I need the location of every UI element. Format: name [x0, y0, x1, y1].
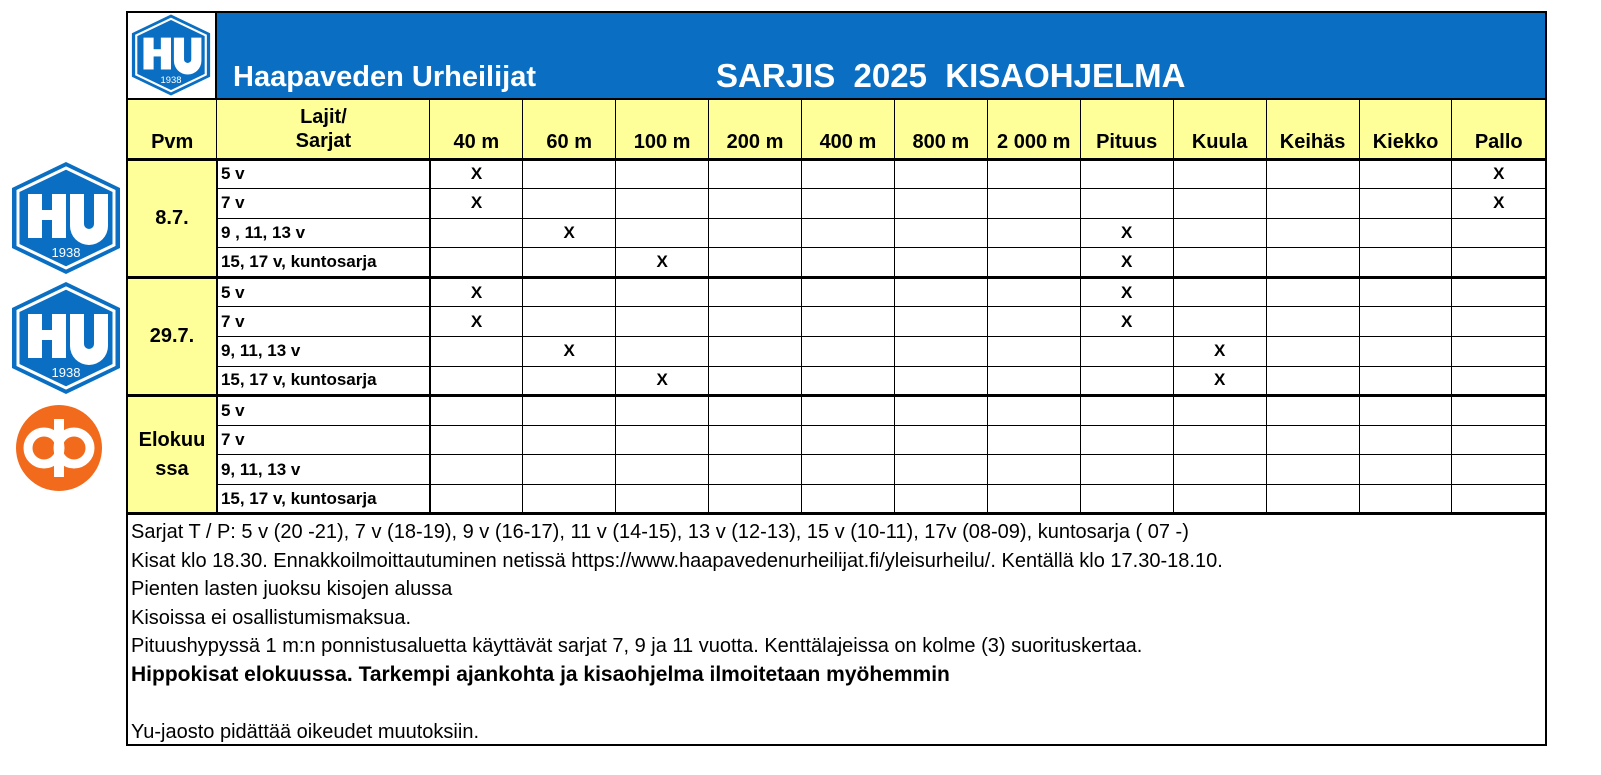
header-event: 40 m — [430, 100, 523, 159]
empty-cell — [894, 277, 987, 307]
series-label: 7 v — [217, 189, 430, 219]
program-title: SARJIS 2025 KISAOHJELMA — [716, 57, 1186, 94]
program-sheet — [126, 11, 1547, 746]
empty-cell — [801, 307, 894, 337]
empty-cell — [709, 277, 802, 307]
table-header-row — [128, 100, 1545, 159]
empty-cell — [894, 307, 987, 337]
empty-cell — [1452, 366, 1545, 396]
org-name: Haapaveden Urheilijat — [233, 61, 536, 93]
series-label: 5 v — [217, 277, 430, 307]
empty-cell — [709, 366, 802, 396]
empty-cell — [801, 218, 894, 248]
notes — [128, 512, 1545, 746]
empty-cell — [894, 455, 987, 485]
header-event: 2 000 m — [987, 100, 1080, 159]
empty-cell — [1080, 485, 1173, 515]
schedule-body — [128, 159, 1545, 514]
empty-cell — [1359, 425, 1452, 455]
empty-cell — [801, 485, 894, 515]
table-row — [128, 366, 1545, 396]
empty-cell — [1452, 248, 1545, 278]
empty-cell — [709, 307, 802, 337]
empty-cell — [523, 159, 616, 189]
side-logo-hu-1 — [8, 160, 124, 276]
empty-cell — [1359, 366, 1452, 396]
empty-cell — [616, 455, 709, 485]
empty-cell — [1266, 396, 1359, 426]
note-spacer — [131, 690, 1545, 718]
empty-cell — [987, 248, 1080, 278]
empty-cell — [616, 277, 709, 307]
empty-cell — [894, 485, 987, 515]
empty-cell — [801, 396, 894, 426]
table-row — [128, 307, 1545, 337]
header-logo-cell — [128, 13, 217, 98]
empty-cell — [1173, 307, 1266, 337]
empty-cell — [709, 485, 802, 515]
empty-cell — [523, 307, 616, 337]
empty-cell — [1266, 366, 1359, 396]
empty-cell — [801, 366, 894, 396]
empty-cell — [894, 189, 987, 219]
empty-cell — [523, 366, 616, 396]
date-cell — [128, 159, 217, 277]
header-event: 60 m — [523, 100, 616, 159]
note-disclaimer: Yu-jaosto pidättää oikeudet muutoksiin. — [131, 720, 479, 743]
event-mark-cell: X — [1080, 277, 1173, 307]
empty-cell — [1173, 189, 1266, 219]
table-row — [128, 337, 1545, 367]
empty-cell — [987, 307, 1080, 337]
table-row — [128, 248, 1545, 278]
empty-cell — [1452, 485, 1545, 515]
empty-cell — [1359, 189, 1452, 219]
empty-cell — [894, 366, 987, 396]
empty-cell — [1080, 337, 1173, 367]
empty-cell — [1266, 277, 1359, 307]
empty-cell — [1080, 396, 1173, 426]
empty-cell — [801, 189, 894, 219]
empty-cell — [1359, 396, 1452, 426]
series-label: 15, 17 v, kuntosarja — [217, 366, 430, 396]
empty-cell — [616, 189, 709, 219]
series-label: 15, 17 v, kuntosarja — [217, 485, 430, 515]
empty-cell — [430, 485, 523, 515]
series-label: 9, 11, 13 v — [217, 455, 430, 485]
empty-cell — [801, 455, 894, 485]
note-time-info: Kisat klo 18.30. Ennakkoilmoittautuminen netissä https://www.haapavedenurheilijat.fi/yleisurheilu/. Kentällä klo 17.30-18.10. — [131, 549, 1223, 572]
empty-cell — [1452, 337, 1545, 367]
empty-cell — [894, 248, 987, 278]
table-row — [128, 218, 1545, 248]
header-event: 400 m — [801, 100, 894, 159]
empty-cell — [1173, 277, 1266, 307]
empty-cell — [1173, 485, 1266, 515]
empty-cell — [616, 396, 709, 426]
empty-cell — [987, 396, 1080, 426]
event-mark-cell: X — [430, 307, 523, 337]
empty-cell — [1266, 485, 1359, 515]
empty-cell — [894, 425, 987, 455]
empty-cell — [616, 425, 709, 455]
schedule-table — [128, 100, 1545, 515]
empty-cell — [1452, 277, 1545, 307]
date-label: Elokuu — [138, 429, 206, 452]
empty-cell — [1080, 425, 1173, 455]
empty-cell — [523, 248, 616, 278]
event-mark-cell: X — [616, 366, 709, 396]
empty-cell — [616, 337, 709, 367]
empty-cell — [987, 337, 1080, 367]
empty-cell — [709, 159, 802, 189]
empty-cell — [1266, 307, 1359, 337]
empty-cell — [987, 485, 1080, 515]
empty-cell — [616, 218, 709, 248]
empty-cell — [1266, 425, 1359, 455]
event-mark-cell: X — [430, 189, 523, 219]
empty-cell — [1080, 189, 1173, 219]
note-fee: Kisoissa ei osallistumismaksua. — [131, 606, 412, 629]
empty-cell — [1359, 248, 1452, 278]
empty-cell — [1452, 307, 1545, 337]
table-row — [128, 396, 1545, 426]
header-event: Keihäs — [1266, 100, 1359, 159]
empty-cell — [1173, 248, 1266, 278]
empty-cell — [1080, 455, 1173, 485]
empty-cell — [1359, 159, 1452, 189]
series-label: 5 v — [217, 159, 430, 189]
empty-cell — [709, 248, 802, 278]
empty-cell — [616, 307, 709, 337]
header-pvm: Pvm — [128, 100, 217, 159]
note-kids-run: Pienten lasten juoksu kisojen alussa — [131, 578, 453, 601]
empty-cell — [1173, 396, 1266, 426]
empty-cell — [523, 425, 616, 455]
event-mark-cell: X — [430, 277, 523, 307]
table-row — [128, 159, 1545, 189]
empty-cell — [1452, 396, 1545, 426]
empty-cell — [709, 337, 802, 367]
event-mark-cell: X — [1173, 366, 1266, 396]
empty-cell — [801, 425, 894, 455]
empty-cell — [1080, 366, 1173, 396]
empty-cell — [1266, 248, 1359, 278]
header-event: Kuula — [1173, 100, 1266, 159]
event-mark-cell: X — [1080, 307, 1173, 337]
table-row — [128, 425, 1545, 455]
empty-cell — [987, 277, 1080, 307]
empty-cell — [1080, 159, 1173, 189]
event-mark-cell: X — [1080, 248, 1173, 278]
empty-cell — [1266, 337, 1359, 367]
empty-cell — [801, 248, 894, 278]
empty-cell — [987, 455, 1080, 485]
empty-cell — [709, 425, 802, 455]
note-long-jump: Pituushypyssä 1 m:n ponnistusaluetta käyttävät sarjat 7, 9 ja 11 vuotta. Kenttälajeissa on kolme (3) suorituskertaa. — [131, 635, 1143, 658]
empty-cell — [709, 396, 802, 426]
empty-cell — [1266, 189, 1359, 219]
header-event: Pituus — [1080, 100, 1173, 159]
side-logo-op — [14, 403, 104, 493]
event-mark-cell: X — [430, 159, 523, 189]
empty-cell — [1359, 455, 1452, 485]
event-mark-cell: X — [523, 218, 616, 248]
date-cell — [128, 396, 217, 514]
empty-cell — [430, 337, 523, 367]
op-logo-icon — [14, 403, 104, 493]
table-row — [128, 485, 1545, 515]
empty-cell — [1452, 455, 1545, 485]
note-hippo: Hippokisat elokuussa. Tarkempi ajankohta ja kisaohjelma ilmoitetaan myöhemmin — [131, 662, 950, 686]
empty-cell — [894, 396, 987, 426]
date-label: 8.7. — [155, 206, 189, 229]
empty-cell — [801, 159, 894, 189]
header-band — [217, 13, 1545, 98]
empty-cell — [1359, 307, 1452, 337]
table-row — [128, 455, 1545, 485]
hu-logo-icon — [8, 280, 124, 396]
table-row — [128, 189, 1545, 219]
empty-cell — [709, 218, 802, 248]
event-mark-cell: X — [1080, 218, 1173, 248]
empty-cell — [430, 425, 523, 455]
empty-cell — [616, 485, 709, 515]
empty-cell — [987, 159, 1080, 189]
empty-cell — [1266, 218, 1359, 248]
empty-cell — [1173, 455, 1266, 485]
empty-cell — [987, 366, 1080, 396]
empty-cell — [894, 218, 987, 248]
empty-cell — [801, 337, 894, 367]
svg-text:1938: 1938 — [51, 365, 81, 380]
empty-cell — [987, 189, 1080, 219]
series-label: 7 v — [217, 307, 430, 337]
event-mark-cell: X — [1173, 337, 1266, 367]
empty-cell — [987, 425, 1080, 455]
empty-cell — [523, 277, 616, 307]
header-event: Kiekko — [1359, 100, 1452, 159]
header-event: 200 m — [709, 100, 802, 159]
empty-cell — [1452, 218, 1545, 248]
date-cell — [128, 277, 217, 395]
header-event: 800 m — [894, 100, 987, 159]
date-label: 29.7. — [149, 325, 195, 348]
svg-text:1938: 1938 — [51, 245, 81, 260]
empty-cell — [1173, 218, 1266, 248]
empty-cell — [430, 396, 523, 426]
hu-logo-icon — [128, 13, 214, 97]
event-mark-cell: X — [1452, 189, 1545, 219]
empty-cell — [1173, 425, 1266, 455]
empty-cell — [987, 218, 1080, 248]
empty-cell — [430, 455, 523, 485]
series-label: 9, 11, 13 v — [217, 337, 430, 367]
empty-cell — [801, 277, 894, 307]
event-mark-cell: X — [1452, 159, 1545, 189]
empty-cell — [1452, 425, 1545, 455]
empty-cell — [523, 396, 616, 426]
empty-cell — [1359, 337, 1452, 367]
event-mark-cell: X — [616, 248, 709, 278]
note-series-info: Sarjat T / P: 5 v (20 -21), 7 v (18-19), 9 v (16-17), 11 v (14-15), 13 v (12-13), 15 v (10-11), 17v (08-09), kuntosarja ( 07 -) — [131, 521, 1189, 543]
header — [128, 13, 1545, 100]
empty-cell — [1266, 159, 1359, 189]
header-sarjat: Sarjat — [295, 129, 352, 152]
empty-cell — [1266, 455, 1359, 485]
side-logo-hu-2 — [8, 280, 124, 396]
empty-cell — [894, 159, 987, 189]
empty-cell — [430, 366, 523, 396]
empty-cell — [1359, 218, 1452, 248]
empty-cell — [430, 218, 523, 248]
empty-cell — [1359, 485, 1452, 515]
table-row — [128, 277, 1545, 307]
date-label: ssa — [155, 458, 189, 481]
empty-cell — [709, 189, 802, 219]
hu-logo-icon — [8, 160, 124, 276]
series-label: 7 v — [217, 425, 430, 455]
empty-cell — [616, 159, 709, 189]
svg-text:1938: 1938 — [160, 74, 182, 86]
empty-cell — [523, 455, 616, 485]
empty-cell — [1359, 277, 1452, 307]
series-label: 9 , 11, 13 v — [217, 218, 430, 248]
header-event: 100 m — [616, 100, 709, 159]
empty-cell — [523, 485, 616, 515]
header-lajit-sarjat — [217, 100, 430, 159]
event-mark-cell: X — [523, 337, 616, 367]
header-event: Pallo — [1452, 100, 1545, 159]
empty-cell — [523, 189, 616, 219]
empty-cell — [709, 455, 802, 485]
series-label: 15, 17 v, kuntosarja — [217, 248, 430, 278]
series-label: 5 v — [217, 396, 430, 426]
empty-cell — [1173, 159, 1266, 189]
header-lajit: Lajit/ — [300, 105, 347, 128]
empty-cell — [430, 248, 523, 278]
empty-cell — [894, 337, 987, 367]
